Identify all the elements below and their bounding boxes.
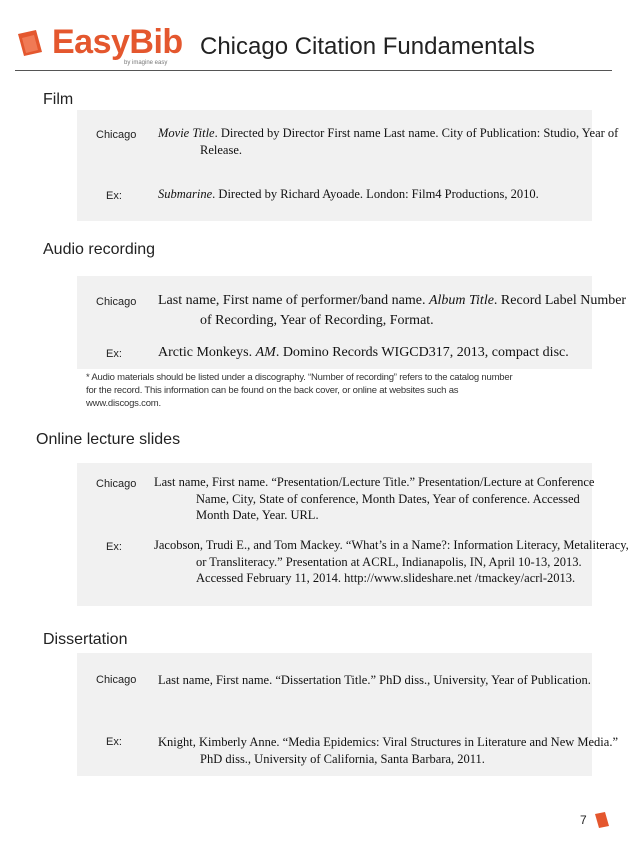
easybib-logo [16,20,183,70]
film-chicago-label: Chicago [96,129,137,141]
audio-example-label: Ex: [106,348,122,360]
section-title-dissertation: Dissertation [43,631,128,648]
lecture-chicago-label: Chicago [96,478,137,490]
dissertation-example-label: Ex: [106,736,122,748]
dissertation-chicago-label: Chicago [96,674,137,686]
film-chicago-format: Movie Title. Directed by Director First name Last name. City of Publication: Studio, Year of Release. [158,126,619,157]
lecture-example-label: Ex: [106,541,122,553]
easybib-corner-icon [593,811,611,829]
brand-tagline: by imagine easy [124,60,168,66]
section-title-audio-recording: Audio recording [43,241,156,258]
audio-chicago-format: Last name, First name of performer/band name. Album Title. Record Label Number of Recording, Year of Recording, Format. [158,293,627,328]
lecture-example: Jacobson, Trudi E., and Tom Mackey. “What’s in a Name?: Information Literacy, Metaliteracy, or Transliteracy.” Presentation at ACRL, Indianapolis, IN, April 10-13, 2013. Accessed February 11, 2014. http://www.slideshare.net /tmackey/acrl-2013. [154,538,629,585]
page-title: Chicago Citation Fundamentals [200,33,535,60]
audio-footnote: * Audio materials should be listed under a discography. “Number of recording” refers to the catalog number for the record. This information can be found on the back cover, or online at websites such as www.discogs.com. [86,372,513,409]
section-title-online-lecture-slides: Online lecture slides [36,431,181,448]
lecture-chicago-format: Last name, First name. “Presentation/Lecture Title.” Presentation/Lecture at Conference Name, City, State of conference, Month Dates, Year of conference. Accessed Month Date, Year. URL. [154,475,595,522]
section-title-film: Film [43,91,74,108]
film-example: Submarine. Directed by Richard Ayoade. London: Film4 Productions, 2010. [158,187,539,201]
page-number: 7 [580,813,587,827]
audio-chicago-label: Chicago [96,296,137,308]
header-divider [15,70,612,71]
easybib-book-icon [16,28,46,58]
audio-example: Arctic Monkeys. AM. Domino Records WIGCD317, 2013, compact disc. [158,345,569,360]
dissertation-chicago-format: Last name, First name. “Dissertation Title.” PhD diss., University, Year of Publication. [158,673,591,687]
dissertation-example: Knight, Kimberly Anne. “Media Epidemics: Viral Structures in Literature and New Media.” PhD diss., University of California, Santa Barbara, 2011. [158,735,619,766]
film-example-label: Ex: [106,190,122,202]
brand-name: EasyBib [52,23,183,61]
